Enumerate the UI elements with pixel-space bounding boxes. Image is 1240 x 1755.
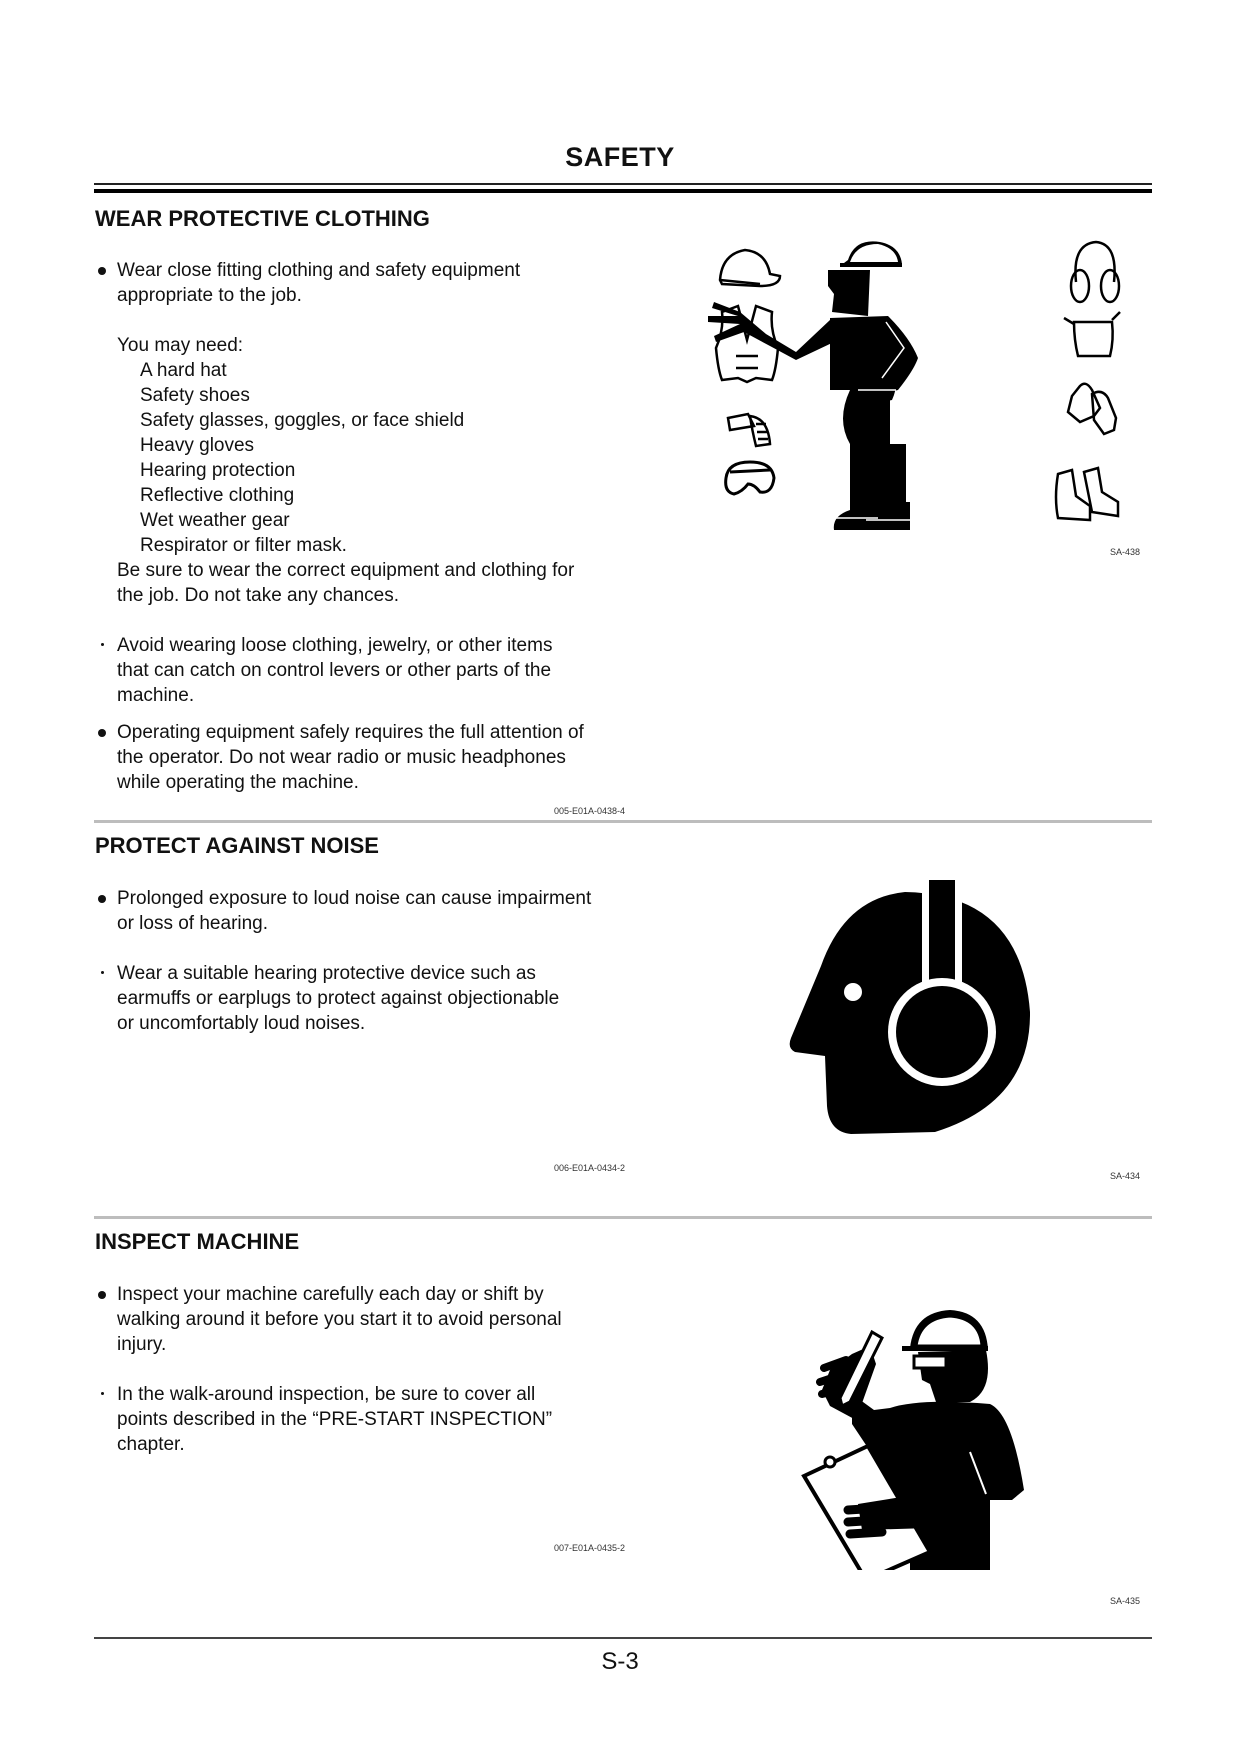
equipment-list <box>117 358 655 558</box>
footer-rule <box>94 1637 1152 1639</box>
bullet-item: Operating equipment safely requires the full attention of the operator. Do not wear radio or music headphones while operating the machine. <box>95 720 655 795</box>
head-with-earmuffs-icon <box>785 880 1045 1140</box>
page-title: SAFETY <box>565 142 675 172</box>
header-rule-thick <box>94 189 1152 193</box>
section-title-inspect-machine: INSPECT MACHINE <box>95 1229 300 1254</box>
section-body-protective-clothing <box>95 258 655 795</box>
earmuffs-icon <box>1071 242 1119 302</box>
page-number: S-3 <box>601 1648 639 1675</box>
bullet-item: Wear close fitting clothing and safety equipment appropriate to the job. You may need: A hard hat Safety shoes Safety glasses, goggles, or face shield Heavy gloves Hearing protection Reflective clothing Wet weather gear Respirator or filter mask. Be sure to wear the correct equipment and clothing for the job. Do not take any chances. <box>95 258 655 608</box>
section-divider <box>94 820 1152 823</box>
section-body-inspect-machine <box>95 1282 655 1457</box>
sub-bullet-item: In the walk-around inspection, be sure to cover all points described in the “PRE-START INSPECTION” chapter. <box>73 1382 655 1457</box>
equipment-item: A hard hat <box>140 360 227 381</box>
sub-bullet-item: Avoid wearing loose clothing, jewelry, or other items that can catch on control levers or other parts of the machine. <box>73 633 655 708</box>
equipment-item: Safety shoes <box>140 385 250 406</box>
figure-code: SA-434 <box>1110 1171 1141 1181</box>
reference-code: 007-E01A-0435-2 <box>554 1543 626 1553</box>
section-title-protective-clothing: WEAR PROTECTIVE CLOTHING <box>95 206 430 231</box>
equipment-item: Reflective clothing <box>140 485 295 506</box>
equipment-item: Respirator or filter mask. <box>140 535 347 556</box>
boots-icon <box>1056 468 1118 520</box>
filter-mask-icon <box>728 414 770 446</box>
inspector-with-clipboard-illustration <box>790 1290 1040 1570</box>
hard-hat-icon <box>720 250 780 286</box>
reference-code: 006-E01A-0434-2 <box>554 1163 626 1173</box>
worker-with-protective-equipment-illustration <box>700 240 1140 530</box>
goggles-icon <box>726 462 774 494</box>
equipment-item: Wet weather gear <box>140 510 290 531</box>
section-divider <box>94 1216 1152 1219</box>
bullet-item: Prolonged exposure to loud noise can cause impairment or loss of hearing. <box>95 886 655 936</box>
sub-bullet-item: Wear a suitable hearing protective device such as earmuffs or earplugs to protect against objectionable or uncomfortably loud noises. <box>73 961 655 1036</box>
figure-code: SA-435 <box>1110 1596 1141 1606</box>
reference-code: 005-E01A-0438-4 <box>554 806 626 816</box>
equipment-item: Heavy gloves <box>140 435 255 456</box>
gloves-icon <box>1068 384 1116 434</box>
header-rule-thin <box>94 183 1152 185</box>
face-shield-icon <box>1064 312 1120 356</box>
figure-code: SA-438 <box>1110 547 1141 557</box>
equipment-item: Safety glasses, goggles, or face shield <box>140 410 465 431</box>
equipment-item: Hearing protection <box>140 460 296 481</box>
section-title-protect-against-noise: PROTECT AGAINST NOISE <box>95 833 379 858</box>
section-body-protect-against-noise <box>95 886 655 1036</box>
bullet-item: Inspect your machine carefully each day or shift by walking around it before you start it to avoid personal injury. <box>95 1282 655 1357</box>
